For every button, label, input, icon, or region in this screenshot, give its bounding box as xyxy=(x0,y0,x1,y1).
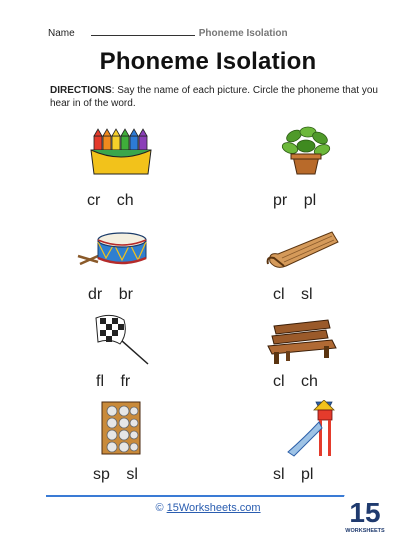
item-options-crayons xyxy=(87,192,134,210)
option-fl[interactable]: fl xyxy=(96,373,104,390)
item-options-spice-rack xyxy=(93,466,138,484)
option-ch[interactable]: ch xyxy=(116,192,134,209)
name-label: Name xyxy=(48,28,75,39)
footer-site-link[interactable]: 15Worksheets.com xyxy=(166,502,261,514)
footer-divider xyxy=(46,495,370,497)
directions xyxy=(50,84,380,110)
item-options-sled xyxy=(273,286,313,304)
name-blank[interactable] xyxy=(91,26,195,36)
option-ch[interactable]: ch xyxy=(301,373,318,390)
option-sl[interactable]: sl xyxy=(273,466,285,483)
item-options-flag xyxy=(96,373,130,391)
plant-picture xyxy=(280,124,332,176)
option-sl[interactable]: sl xyxy=(126,466,138,483)
worksheets-logo xyxy=(342,492,388,536)
item-options-slide xyxy=(273,466,313,484)
option-br[interactable]: br xyxy=(118,286,133,303)
option-cl[interactable]: cl xyxy=(273,373,285,390)
option-pl[interactable]: pl xyxy=(303,192,317,209)
option-fr[interactable]: fr xyxy=(120,373,131,390)
flag-picture xyxy=(90,314,154,366)
slide-picture xyxy=(286,400,338,458)
directions-label: DIRECTIONS xyxy=(50,85,112,96)
directions-text: : Say the name of each picture. Circle the phoneme that you hear in of the word. xyxy=(50,85,378,109)
logo-number: 15 xyxy=(349,497,381,528)
item-options-plant xyxy=(273,192,316,210)
header-line xyxy=(48,26,288,39)
option-pr[interactable]: pr xyxy=(273,192,288,209)
option-cl[interactable]: cl xyxy=(273,286,285,303)
spice-rack-picture xyxy=(100,400,142,456)
option-pl[interactable]: pl xyxy=(301,466,314,483)
option-sl[interactable]: sl xyxy=(301,286,313,303)
copyright-symbol: © xyxy=(155,502,164,514)
item-options-drum xyxy=(88,286,133,304)
worksheet-tag: Phoneme Isolation xyxy=(198,28,288,39)
drum-picture xyxy=(76,228,152,270)
bench-picture xyxy=(266,318,338,364)
option-dr[interactable]: dr xyxy=(88,286,103,303)
page-title: Phoneme Isolation xyxy=(99,48,317,75)
crayons-picture xyxy=(88,128,154,176)
item-options-bench xyxy=(273,373,318,391)
logo-subtext: WORKSHEETS xyxy=(345,528,385,534)
option-cr[interactable]: cr xyxy=(87,192,101,209)
option-sp[interactable]: sp xyxy=(93,466,110,483)
sled-picture xyxy=(266,226,340,272)
